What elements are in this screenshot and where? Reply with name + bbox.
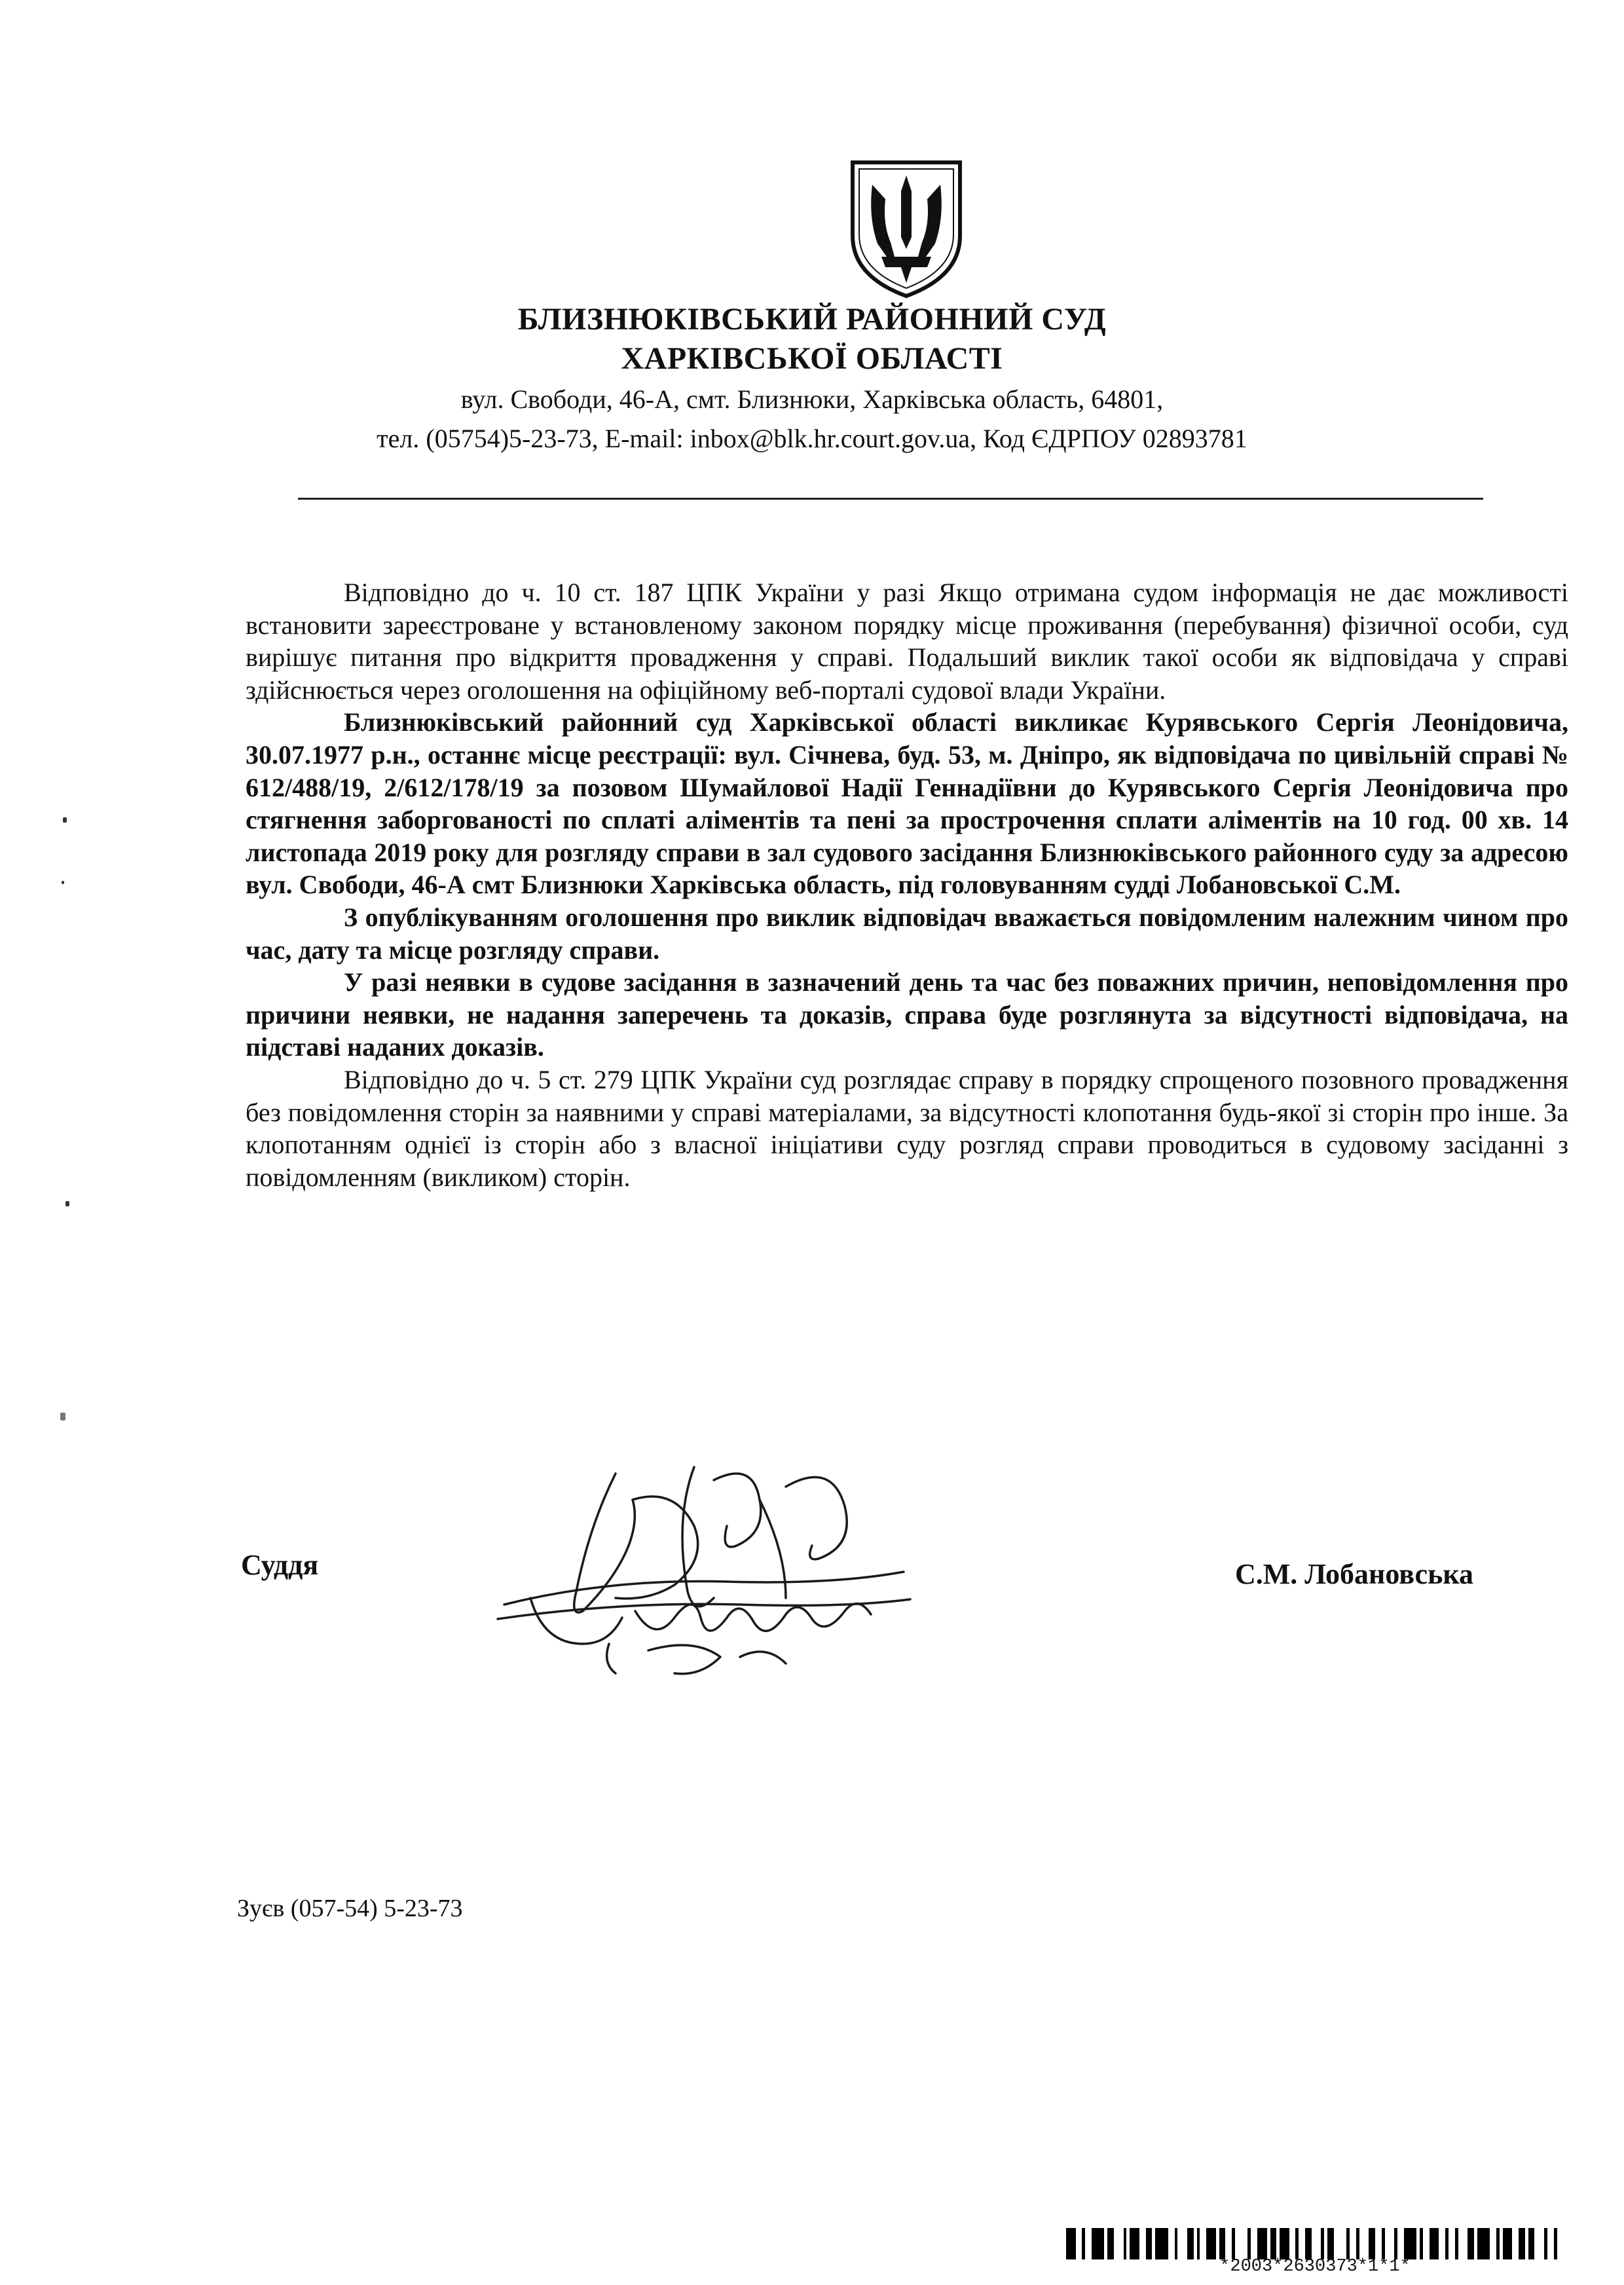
barcode-bar — [1299, 2228, 1305, 2259]
barcode-bar — [1092, 2228, 1104, 2259]
barcode-bar — [1139, 2228, 1146, 2259]
barcode-bar — [1423, 2228, 1430, 2259]
scan-speck — [62, 881, 64, 884]
barcode-bar — [1177, 2228, 1187, 2259]
barcode-bar — [1225, 2228, 1232, 2259]
paragraph-absence-consequences: У разі неявки в судове засідання в зазначений день та час без поважних причин, неповідомлення про причини неявки, не надання заперечень та доказів, справа буде розглянута за відсутності відповідача, на підставі наданих доказів. — [246, 967, 1568, 1062]
barcode-bar — [1270, 2228, 1277, 2259]
signature-name: С.М. Лобановська — [1235, 1558, 1474, 1590]
barcode-bar — [1547, 2228, 1554, 2259]
signature-role: Суддя — [241, 1549, 319, 1581]
barcode-bar — [1449, 2228, 1455, 2259]
paragraph-publication-notice: З опублікуванням оголошення про виклик відповідач вважається повідомленим належним чином про час, дату та місце розгляду справи. — [246, 902, 1568, 965]
barcode-bar — [1312, 2228, 1321, 2259]
barcode-bar — [1257, 2228, 1267, 2259]
barcode-bar — [1519, 2228, 1525, 2259]
barcode-bar — [1076, 2228, 1082, 2259]
barcode-bar — [1375, 2228, 1382, 2259]
barcode-bar — [1534, 2228, 1544, 2259]
header-divider — [298, 498, 1483, 500]
barcode-bar — [1369, 2228, 1375, 2259]
paragraph-legal-basis: Відповідно до ч. 10 ст. 187 ЦПК України у разі Якщо отримана судом інформація не дає можливості встановити зареєстроване у встановленому законом порядку місце проживання (перебування) фізичної особи, суд вирішує питання про відкриття провадження у справі. Подальший виклик такої особи як відповідача у справі здійснюється через оголошення на офіційному веб-порталі судової влади України. — [246, 578, 1568, 705]
barcode-bar — [1114, 2228, 1124, 2259]
barcode-bar — [1397, 2228, 1404, 2259]
barcode-bar — [1477, 2228, 1490, 2259]
scan-speck — [60, 1413, 65, 1421]
barcode-bar — [1146, 2228, 1153, 2259]
barcode-bar — [1251, 2228, 1257, 2259]
court-contacts: тел. (05754)5-23-73, E-mail: inbox@blk.hr.court.gov.ua, Код ЄДРПОУ 02893781 — [377, 424, 1247, 453]
barcode-bar — [1219, 2228, 1226, 2259]
court-name-line2: ХАРКІВСЬКОЇ ОБЛАСТІ — [621, 341, 1003, 376]
barcode-bar — [1066, 2228, 1076, 2259]
judge-signature-icon — [478, 1447, 950, 1696]
barcode-bar — [1490, 2228, 1496, 2259]
barcode-bar — [1280, 2228, 1289, 2259]
barcode-bar — [1430, 2228, 1439, 2259]
barcode-bar — [1350, 2228, 1356, 2259]
scan-speck — [63, 817, 67, 823]
barcode-bar — [1235, 2228, 1247, 2259]
barcode-bar — [1557, 2228, 1564, 2259]
document-body — [246, 576, 1568, 1193]
barcode-bar — [1458, 2228, 1468, 2259]
barcode-bar — [1503, 2228, 1513, 2259]
paragraph-summons: Близнюківський районний суд Харківської області викликає Курявського Сергія Леонідовича, 30.07.1977 р.н., останнє місце реєстрації: вул. Січнева, буд. 53, м. Дніпро, як відповідача по цивільній справі № 612/488/19, 2/612/178/19 за позовом Шумайлової Надії Геннадіївни до Курявського Сергія Леонідовича про стягнення заборгованості по сплаті аліментів та пені за прострочення сплати аліментів на 10 год. 00 хв. 14 листопада 2019 року для розгляду справи в зал судового засідання Близнюківського районного суду за адресою вул. Свободи, 46-А смт Близнюки Харківська область, під головуванням судді Лобановської С.М. — [246, 707, 1568, 900]
barcode-bar — [1467, 2228, 1474, 2259]
coat-of-arms-icon — [849, 158, 964, 300]
document-barcode — [1066, 2228, 1564, 2259]
barcode-bar — [1107, 2228, 1114, 2259]
barcode-bar — [1130, 2228, 1139, 2259]
barcode-bar — [1305, 2228, 1312, 2259]
paragraph-simplified-procedure: Відповідно до ч. 5 ст. 279 ЦПК України суд розглядає справу в порядку спрощеного позовного провадження без повідомлення сторін за наявними у справі матеріалами, за відсутності клопотання будь-якої зі сторін про інше. За клопотанням однієї із сторін або з власної ініціативи суду розгляд справи проводиться в судовому засіданні з повідомленням (викликом) сторін. — [246, 1064, 1568, 1192]
barcode-bar — [1168, 2228, 1175, 2259]
barcode-bar — [1289, 2228, 1296, 2259]
barcode-bar — [1200, 2228, 1206, 2259]
barcode-bar — [1334, 2228, 1346, 2259]
court-name-line1: БЛИЗНЮКІВСЬКИЙ РАЙОННИЙ СУД — [517, 302, 1107, 337]
barcode-bar — [1359, 2228, 1369, 2259]
barcode-bar — [1385, 2228, 1395, 2259]
executor-contact: Зуєв (057-54) 5-23-73 — [237, 1895, 463, 1922]
court-address: вул. Свободи, 46-А, смт. Близнюки, Харківська область, 64801, — [460, 384, 1164, 414]
barcode-bar — [1512, 2228, 1519, 2259]
barcode-bar — [1155, 2228, 1168, 2259]
barcode-bar — [1206, 2228, 1216, 2259]
barcode-bar — [1404, 2228, 1416, 2259]
barcode-bar — [1187, 2228, 1194, 2259]
scan-speck — [65, 1201, 69, 1206]
barcode-bar — [1439, 2228, 1445, 2259]
barcode-number: *2003*2630373*1*1* — [1219, 2257, 1411, 2276]
barcode-bar — [1528, 2228, 1535, 2259]
barcode-bar — [1327, 2228, 1334, 2259]
barcode-bar — [1085, 2228, 1092, 2259]
